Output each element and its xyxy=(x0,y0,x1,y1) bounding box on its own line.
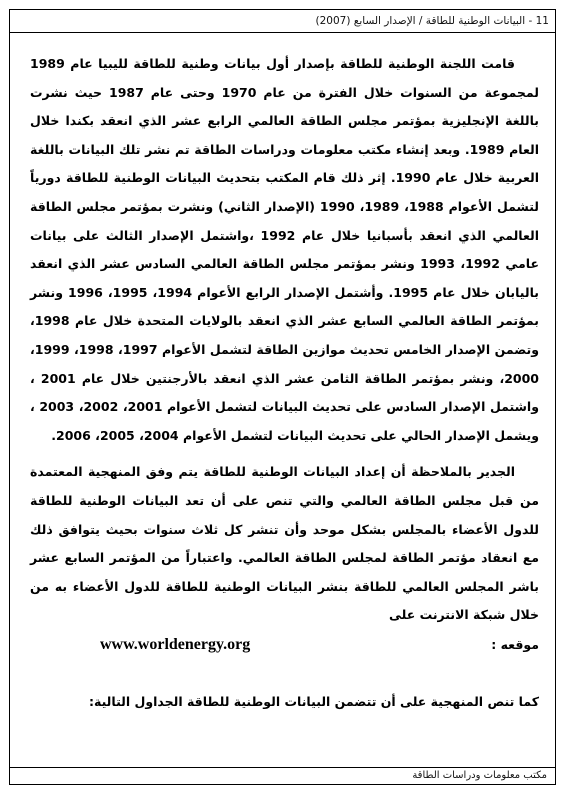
page-footer xyxy=(10,767,555,784)
website-url[interactable]: www.worldenergy.org xyxy=(100,635,251,653)
intro-paragraph: قامت اللجنة الوطنية للطاقة بإصدار أول بيانات وطنية للطاقة لليبيا عام 1989 لمجموعة من السنوات خلال الفترة من عام 1970 وحتى عام 1987 حيث نشرت باللغة الإنجليزية بمؤتمر مجلس الطاقة العالمي الرابع عشر الذي انعقد بكندا خلال العام 1989. وبعد إنشاء مكتب معلومات ودراسات الطاقة تم نشر تلك البيانات باللغة العربية خلال عام 1990. إثر ذلك قام المكتب بتحديث البيانات الوطنية للطاقة دورياً لتشمل الأعوام 1988، 1989، 1990 (الإصدار الثاني) ونشرت بمؤتمر مجلس الطاقة العالمي الذي انعقد بأسبانيا خلال عام 1992 ،واشتمل الإصدار الثالث على بيانات عامي 1992، 1993 ونشر بمؤتمر مجلس الطاقة العالمي السادس عشر الذي انعقد باليابان خلال عام 1995. وأشتمل الإصدار الرابع الأعوام 1994، 1995، 1996 ونشر بمؤتمر الطاقة العالمي السابع عشر الذي انعقد بالولايات المتحدة خلال عام 1998، وتضمن الإصدار الخامس تحديث موازين الطاقة لتشمل الأعوام 1997، 1998، 1999، 2000، ونشر بمؤتمر الطاقة الثامن عشر الذي انعقد بالأرجنتين خلال عام 2001 ، واشتمل الإصدار السادس على تحديث البيانات لتشمل الأعوام 2001، 2002، 2003 ، ويشمل الإصدار الحالي على تحديث البيانات لتشمل الأعوام 2004، 2005، 2006. xyxy=(30,56,540,443)
footer-text: مكتب معلومات ودراسات الطاقة xyxy=(412,770,547,781)
body-content xyxy=(30,50,539,716)
methodology-paragraph: الجدير بالملاحظة أن إعداد البيانات الوطنية للطاقة يتم وفق المنهجية المعتمدة من قبل مجلس الطاقة العالمي والتي تنص على أن تعد البيانات الوطنية للطاقة للدول الأعضاء بالمجلس بشكل موحد وأن تنشر كل ثلاث سنوات بحيث يتوافق ذلك مع انعقاد مؤتمر الطاقة لمجلس الطاقة العالمي. واعتباراً من المؤتمر السابع عشر باشر المجلس العالمي للطاقة بنشر البيانات الوطنية للطاقة للدول الأعضاء به من خلال شبكة الانترنت على xyxy=(30,464,539,623)
page-header xyxy=(10,10,555,33)
website-label: موقعه : xyxy=(491,636,539,652)
tables-intro-paragraph: كما تنص المنهجية على أن تتضمن البيانات الوطنية للطاقة الجداول التالية: xyxy=(89,693,539,709)
header-text: 11 - البيانات الوطنية للطاقة / الإصدار السابع (2007) xyxy=(315,15,549,27)
website-line xyxy=(30,630,539,660)
page-frame xyxy=(9,9,556,785)
